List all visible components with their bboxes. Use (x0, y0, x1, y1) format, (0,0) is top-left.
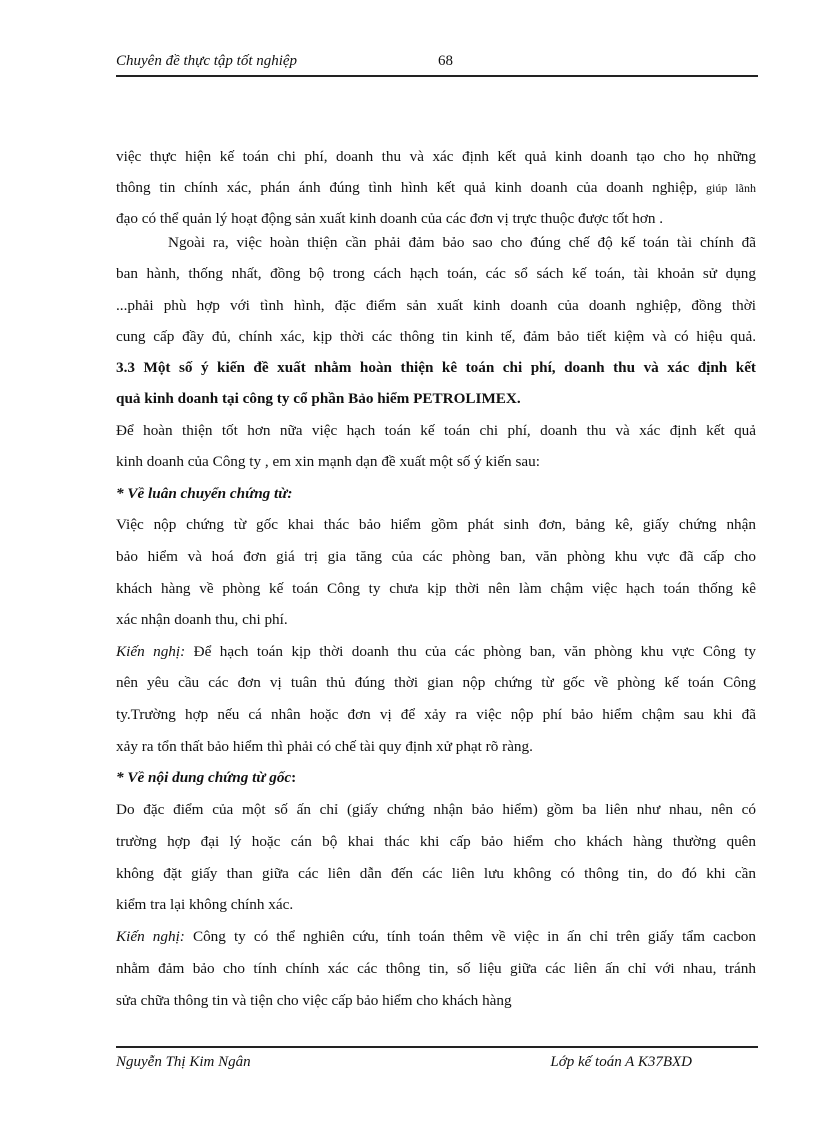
body-text: Để hạch toán kịp thời doanh thu của các phòng ban, văn phòng khu vực Công ty (185, 643, 757, 660)
body-line: ...phải phù hợp với tình hình, đặc điểm sản xuất kinh doanh của doanh nghiệp, đồng thời (116, 297, 756, 314)
body-line: trường hợp đại lý hoặc cán bộ khai thác khi cấp bảo hiểm cho khách hàng thường quên (116, 833, 756, 850)
body-line (116, 927, 756, 947)
body-line: xảy ra tổn thất bảo hiểm thì phải có chế tài quy định xử phạt rõ ràng. (116, 738, 533, 755)
body-line: không đặt giấy than giữa các liên dẫn đến các liên lưu không có thông tin, do đó khi cần (116, 865, 756, 882)
subheading-text: * Về nội dung chứng từ gốc (116, 769, 292, 786)
page-header (116, 53, 758, 77)
body-line: xác nhận doanh thu, chi phí. (116, 611, 288, 628)
body-line: kiểm tra lại không chính xác. (116, 896, 294, 913)
body-line: ty.Trường hợp nếu cá nhân hoặc đơn vị để xảy ra việc nộp phí bảo hiểm chậm sau khi đã (116, 706, 756, 723)
author-name: Nguyễn Thị Kim Ngân (116, 1054, 251, 1070)
body-line: ban hành, thống nhất, đồng bộ trong cách hạch toán, các sổ sách kế toán, tài khoản sử dụng (116, 265, 756, 282)
section-heading: 3.3 Một số ý kiến đề xuất nhằm hoàn thiện kê toán chi phí, doanh thu và xác định kết (116, 359, 756, 376)
subheading (116, 768, 756, 788)
subheading-colon: : (291, 769, 297, 786)
body-line: Để hoàn thiện tốt hơn nữa việc hạch toán kế toán chi phí, doanh thu và xác định kết quả (116, 422, 756, 439)
body-text: Công ty có thể nghiên cứu, tính toán thêm về việc in ấn chỉ trên giấy tẩm cacbon (184, 928, 756, 945)
body-line: nhằm đảm bảo cho tính chính xác các thông tin, số liệu giữa các liên ấn chỉ với nhau, tránh (116, 960, 756, 977)
class-name: Lớp kế toán A K37BXD (550, 1054, 692, 1070)
recommendation-label: Kiến nghị: (116, 928, 185, 945)
body-line: việc thực hiện kế toán chi phí, doanh thu và xác định kết quả kinh doanh tạo cho họ những (116, 148, 756, 165)
body-line: sửa chữa thông tin và tiện cho việc cấp bảo hiểm cho khách hàng (116, 992, 512, 1009)
body-line: Do đặc điểm của một số ấn chỉ (giấy chứng nhận bảo hiểm) gồm ba liên như nhau, nên có (116, 801, 756, 818)
page-footer (116, 1046, 758, 1072)
body-text: thông tin chính xác, phán ánh đúng tình hình kết quả kinh doanh của doanh nghiệp, (116, 179, 698, 196)
page-number: 68 (438, 53, 453, 69)
body-line: Ngoài ra, việc hoàn thiện cần phải đảm bảo sao cho đúng chế độ kế toán tài chính đã (168, 234, 756, 251)
section-heading: quả kinh doanh tại công ty cổ phần Bảo hiểm PETROLIMEX. (116, 390, 521, 407)
body-text-small: giúp lãnh (706, 181, 757, 195)
subheading: * Về luân chuyển chứng từ: (116, 485, 293, 502)
body-line: bảo hiểm và hoá đơn giá trị gia tăng của các phòng ban, văn phòng khu vực đã cấp cho (116, 548, 756, 565)
body-line: cung cấp đầy đủ, chính xác, kịp thời các thông tin kinh tế, đảm bảo tiết kiệm và có hiệu quả. (116, 328, 756, 345)
body-line: Việc nộp chứng từ gốc khai thác bảo hiểm gồm phát sinh đơn, bảng kê, giấy chứng nhận (116, 516, 756, 533)
body-line: kinh doanh của Công ty , em xin mạnh dạn đề xuất một số ý kiến sau: (116, 453, 540, 470)
document-title: Chuyên đề thực tập tốt nghiệp (116, 53, 298, 69)
body-line (116, 178, 756, 198)
body-line (116, 642, 756, 662)
body-line: đạo có thể quản lý hoạt động sản xuất kinh doanh của các đơn vị trực thuộc được tốt hơn . (116, 210, 664, 227)
body-line: khách hàng về phòng kế toán Công ty chưa kịp thời nên làm chậm việc hạch toán thống kê (116, 580, 756, 597)
recommendation-label: Kiến nghị: (116, 643, 186, 660)
body-line: nên yêu cầu các đơn vị tuân thủ đúng thời gian nộp chứng từ gốc về phòng kế toán Công (116, 674, 756, 691)
